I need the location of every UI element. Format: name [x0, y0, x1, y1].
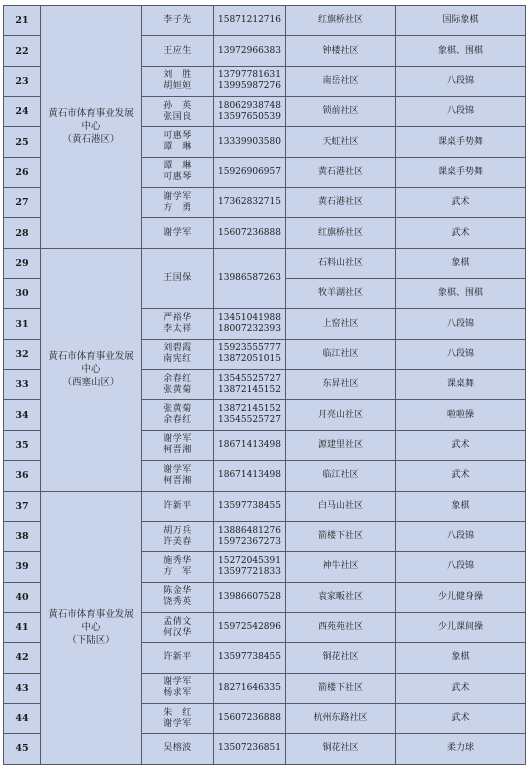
row-number-cell: 21 — [4, 6, 41, 36]
row-number-cell: 24 — [4, 97, 41, 127]
contact-name-cell — [142, 612, 214, 642]
contact-name: 余春红 — [163, 373, 192, 384]
contact-name-cell — [142, 370, 214, 400]
phone-number: 18271646335 — [218, 682, 281, 693]
phone-number: 18671413498 — [218, 470, 281, 481]
phone-cell — [214, 188, 286, 218]
phone-number: 15607236888 — [218, 227, 281, 238]
community-cell: 红旗桥社区 — [286, 218, 396, 248]
contact-name-cell — [142, 127, 214, 157]
contact-name: 许新平 — [163, 500, 192, 511]
contact-name-cell — [142, 582, 214, 612]
contact-name: 施秀华 — [163, 555, 192, 566]
community-cell: 西苑苑社区 — [286, 612, 396, 642]
contact-name-cell — [142, 309, 214, 339]
phone-number: 13872145152 — [218, 404, 281, 415]
event-cell: 啦啦操 — [396, 400, 526, 430]
event-cell: 武术 — [396, 461, 526, 491]
contact-name-cell — [142, 461, 214, 491]
contact-name-cell — [142, 157, 214, 187]
contact-name: 张国良 — [163, 111, 192, 122]
contact-name: 孙 英 — [163, 100, 192, 111]
phone-number: 13597721833 — [218, 566, 281, 577]
community-cell: 锁前社区 — [286, 97, 396, 127]
contact-name: 南宪红 — [163, 354, 192, 365]
contact-name: 饶秀英 — [163, 597, 192, 608]
contact-name-cell — [142, 491, 214, 521]
contact-name: 柯晋湘 — [163, 475, 192, 486]
phone-number: 13797781631 — [218, 70, 281, 81]
community-cell: 石料山社区 — [286, 248, 396, 278]
phone-number: 13545525727 — [218, 415, 281, 426]
district-name: （黄石港区） — [62, 134, 120, 146]
phone-number: 15972367273 — [218, 536, 281, 547]
contact-name-cell — [142, 400, 214, 430]
row-number-cell: 27 — [4, 188, 41, 218]
phone-number: 13597738455 — [218, 500, 281, 511]
community-cell: 铜花社区 — [286, 734, 396, 764]
row-number-cell: 43 — [4, 673, 41, 703]
phone-number: 13972966383 — [218, 45, 281, 56]
roster-body — [4, 6, 526, 765]
community-cell: 东昇社区 — [286, 370, 396, 400]
contact-name: 柯晋湘 — [163, 445, 192, 456]
contact-name: 王应生 — [163, 45, 192, 56]
contact-name: 谢学军 — [163, 227, 192, 238]
row-number-cell: 41 — [4, 612, 41, 642]
event-cell: 武术 — [396, 218, 526, 248]
contact-name: 刘碧霞 — [163, 343, 192, 354]
phone-cell — [214, 370, 286, 400]
contact-name-cell — [142, 218, 214, 248]
community-cell: 天虹社区 — [286, 127, 396, 157]
phone-cell — [214, 673, 286, 703]
community-cell: 临江社区 — [286, 339, 396, 369]
contact-name: 张黄菊 — [163, 404, 192, 415]
contact-name: 余春红 — [163, 415, 192, 426]
phone-cell — [214, 157, 286, 187]
phone-number: 13886481276 — [218, 525, 281, 536]
district-name: （西塞山区） — [62, 377, 120, 389]
phone-cell — [214, 309, 286, 339]
phone-cell — [214, 97, 286, 127]
phone-number: 13597738455 — [218, 652, 281, 663]
community-cell: 白马山社区 — [286, 491, 396, 521]
contact-name: 李子先 — [163, 15, 192, 26]
phone-number: 15972542896 — [218, 622, 281, 633]
phone-cell — [214, 461, 286, 491]
community-cell: 临江社区 — [286, 461, 396, 491]
phone-cell — [214, 582, 286, 612]
row-number-cell: 33 — [4, 370, 41, 400]
contact-name-cell — [142, 97, 214, 127]
phone-number: 13545525727 — [218, 373, 281, 384]
contact-name: 许新平 — [163, 652, 192, 663]
contact-name-cell — [142, 339, 214, 369]
row-number-cell: 45 — [4, 734, 41, 764]
table-row — [4, 248, 526, 278]
contact-name: 朱 红 — [163, 707, 192, 718]
contact-name-cell — [142, 643, 214, 673]
organization-name: 黄石市体育事业发展中心 — [48, 351, 134, 376]
phone-cell — [214, 430, 286, 460]
event-cell: 少儿健身操 — [396, 582, 526, 612]
phone-number: 13986607528 — [218, 591, 281, 602]
contact-name: 何汉华 — [163, 627, 192, 638]
event-cell: 八段锦 — [396, 66, 526, 96]
community-cell: 箭楼下社区 — [286, 521, 396, 551]
organization-cell — [41, 491, 142, 764]
community-cell: 黄石港社区 — [286, 188, 396, 218]
row-number-cell: 34 — [4, 400, 41, 430]
phone-cell — [214, 643, 286, 673]
contact-name: 方 勇 — [163, 202, 192, 213]
contact-name: 谢学军 — [163, 677, 192, 688]
row-number-cell: 40 — [4, 582, 41, 612]
contact-name-cell — [142, 36, 214, 66]
contact-name: 胡姮姮 — [163, 81, 192, 92]
phone-cell — [214, 339, 286, 369]
phone-cell — [214, 703, 286, 733]
community-cell: 神牛社区 — [286, 552, 396, 582]
community-cell: 南岳社区 — [286, 66, 396, 96]
event-cell: 八段锦 — [396, 521, 526, 551]
contact-name: 谢学军 — [163, 718, 192, 729]
contact-name-cell — [142, 248, 214, 309]
contact-name-cell — [142, 703, 214, 733]
phone-cell — [214, 6, 286, 36]
event-cell: 课桌手势舞 — [396, 127, 526, 157]
event-cell: 武术 — [396, 703, 526, 733]
community-cell: 源建里社区 — [286, 430, 396, 460]
contact-name: 谢学军 — [163, 434, 192, 445]
event-cell: 武术 — [396, 430, 526, 460]
contact-name-cell — [142, 430, 214, 460]
row-number-cell: 37 — [4, 491, 41, 521]
phone-cell — [214, 491, 286, 521]
event-cell: 国际象棋 — [396, 6, 526, 36]
phone-number: 15923555777 — [218, 343, 281, 354]
event-cell: 象棋、围棋 — [396, 36, 526, 66]
phone-cell — [214, 521, 286, 551]
phone-number: 13597650539 — [218, 111, 281, 122]
event-cell: 八段锦 — [396, 339, 526, 369]
event-cell: 象棋 — [396, 643, 526, 673]
community-cell: 钟楼社区 — [286, 36, 396, 66]
contact-name: 胡万兵 — [163, 525, 192, 536]
contact-name: 张黄菊 — [163, 384, 192, 395]
phone-number: 13872145152 — [218, 384, 281, 395]
community-cell: 牧羊湖社区 — [286, 279, 396, 309]
community-cell: 杭州东路社区 — [286, 703, 396, 733]
phone-number: 15871212716 — [218, 15, 281, 26]
organization-cell — [41, 248, 142, 491]
phone-cell — [214, 734, 286, 764]
event-cell: 少儿课间操 — [396, 612, 526, 642]
row-number-cell: 22 — [4, 36, 41, 66]
phone-cell — [214, 36, 286, 66]
row-number-cell: 26 — [4, 157, 41, 187]
phone-number: 18062938748 — [218, 100, 281, 111]
phone-cell — [214, 66, 286, 96]
event-cell: 八段锦 — [396, 97, 526, 127]
phone-number: 13451041988 — [218, 313, 281, 324]
event-cell: 象棋、围棋 — [396, 279, 526, 309]
row-number-cell: 29 — [4, 248, 41, 278]
contact-name: 可惠琴 — [163, 131, 192, 142]
contact-name: 可惠琴 — [163, 172, 192, 183]
volunteer-roster-table — [3, 5, 526, 765]
row-number-cell: 42 — [4, 643, 41, 673]
row-number-cell: 44 — [4, 703, 41, 733]
phone-number: 17362832715 — [218, 197, 281, 208]
contact-name-cell — [142, 521, 214, 551]
phone-cell — [214, 400, 286, 430]
contact-name: 李太祥 — [163, 324, 192, 335]
phone-number: 18007232393 — [218, 324, 281, 335]
organization-name: 黄石市体育事业发展中心 — [48, 609, 134, 634]
contact-name-cell — [142, 6, 214, 36]
phone-number: 15607236888 — [218, 713, 281, 724]
contact-name: 许美春 — [163, 536, 192, 547]
phone-cell — [214, 127, 286, 157]
row-number-cell: 30 — [4, 279, 41, 309]
row-number-cell: 31 — [4, 309, 41, 339]
community-cell: 箭楼下社区 — [286, 673, 396, 703]
community-cell: 袁家畈社区 — [286, 582, 396, 612]
contact-name: 王国保 — [163, 273, 192, 284]
contact-name-cell — [142, 734, 214, 764]
contact-name: 谢学军 — [163, 464, 192, 475]
organization-name: 黄石市体育事业发展中心 — [48, 108, 134, 133]
district-name: （下陆区） — [67, 635, 115, 647]
phone-cell — [214, 552, 286, 582]
phone-number: 13995987276 — [218, 81, 281, 92]
row-number-cell: 23 — [4, 66, 41, 96]
contact-name-cell — [142, 673, 214, 703]
event-cell: 象棋 — [396, 491, 526, 521]
contact-name: 方 军 — [163, 566, 192, 577]
phone-cell — [214, 248, 286, 309]
community-cell: 月亮山社区 — [286, 400, 396, 430]
phone-cell — [214, 612, 286, 642]
event-cell: 课桌舞 — [396, 370, 526, 400]
contact-name: 谭 琳 — [163, 142, 192, 153]
contact-name: 严裕华 — [163, 313, 192, 324]
phone-number: 13339903580 — [218, 136, 281, 147]
phone-number: 15926906957 — [218, 166, 281, 177]
table-row — [4, 6, 526, 36]
phone-number: 15272045391 — [218, 555, 281, 566]
organization-cell — [41, 6, 142, 249]
contact-name: 谭 琳 — [163, 161, 192, 172]
contact-name-cell — [142, 66, 214, 96]
row-number-cell: 39 — [4, 552, 41, 582]
row-number-cell: 35 — [4, 430, 41, 460]
community-cell: 红旗桥社区 — [286, 6, 396, 36]
row-number-cell: 36 — [4, 461, 41, 491]
event-cell: 武术 — [396, 188, 526, 218]
event-cell: 象棋 — [396, 248, 526, 278]
row-number-cell: 38 — [4, 521, 41, 551]
community-cell: 上窑社区 — [286, 309, 396, 339]
event-cell: 柔力球 — [396, 734, 526, 764]
event-cell: 八段锦 — [396, 552, 526, 582]
event-cell: 八段锦 — [396, 309, 526, 339]
contact-name: 孟倩文 — [163, 616, 192, 627]
row-number-cell: 25 — [4, 127, 41, 157]
contact-name-cell — [142, 552, 214, 582]
contact-name: 刘 胜 — [163, 70, 192, 81]
row-number-cell: 28 — [4, 218, 41, 248]
event-cell: 武术 — [396, 673, 526, 703]
phone-number: 13986587263 — [218, 273, 281, 284]
contact-name: 杨求军 — [163, 688, 192, 699]
contact-name: 谢学军 — [163, 191, 192, 202]
table-row — [4, 491, 526, 521]
phone-number: 13507236851 — [218, 743, 281, 754]
event-cell: 课桌手势舞 — [396, 157, 526, 187]
phone-cell — [214, 218, 286, 248]
row-number-cell: 32 — [4, 339, 41, 369]
contact-name-cell — [142, 188, 214, 218]
contact-name: 陈金华 — [163, 586, 192, 597]
community-cell: 黄石港社区 — [286, 157, 396, 187]
contact-name: 吴榕波 — [163, 743, 192, 754]
phone-number: 18671413498 — [218, 439, 281, 450]
phone-number: 13872051015 — [218, 354, 281, 365]
community-cell: 铜花社区 — [286, 643, 396, 673]
